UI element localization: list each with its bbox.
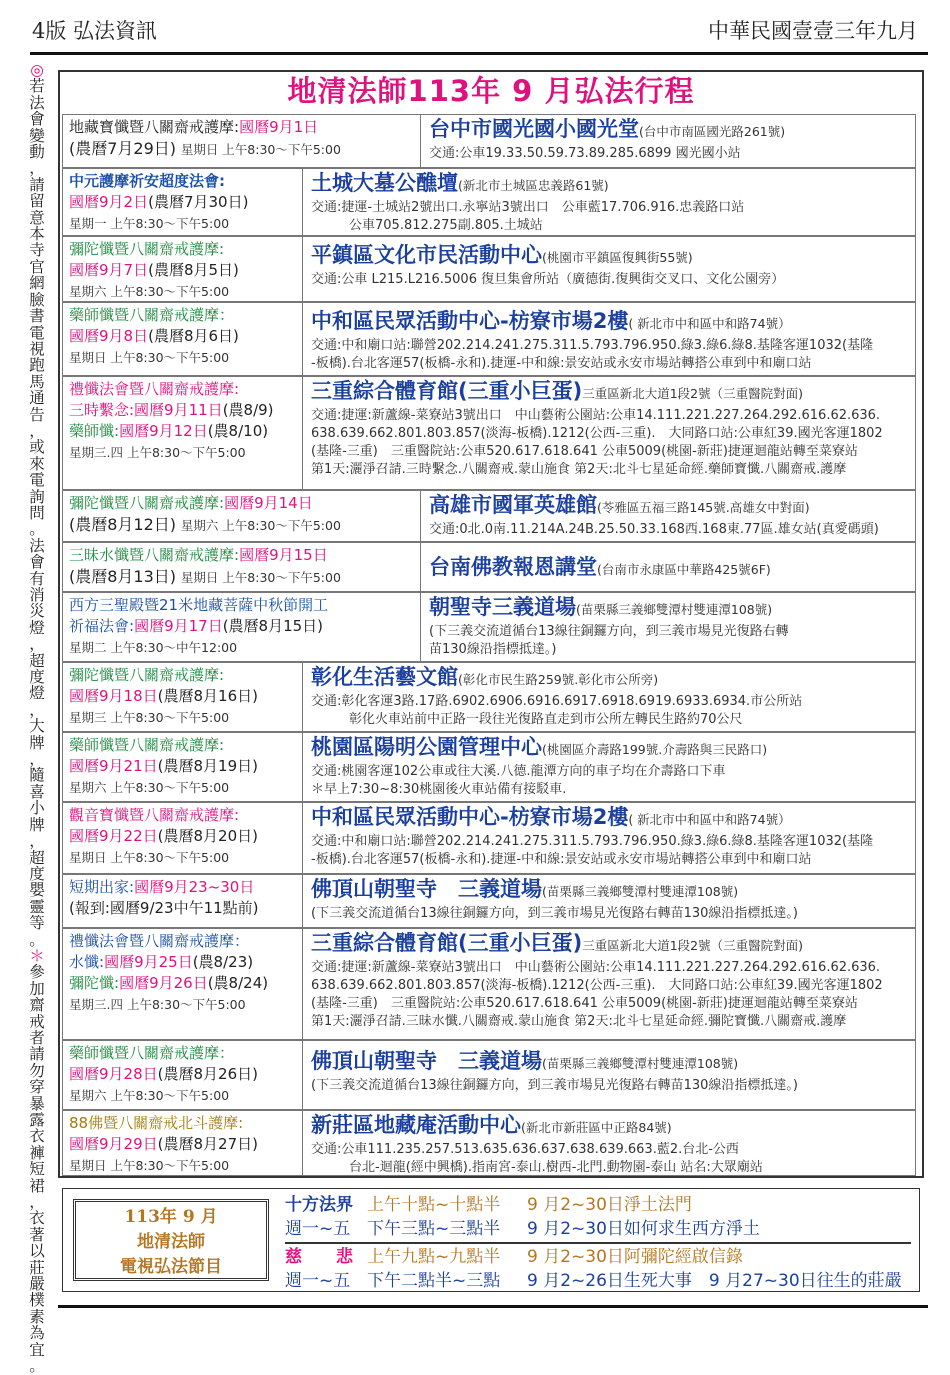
event-note: ＊早上7:30~8:30桃園後火車站備有接駁車. xyxy=(311,782,567,797)
event-lunar-date: (農曆8月16日) xyxy=(157,687,258,705)
event-lunar-date: (農8/23) xyxy=(192,953,254,971)
event-title: 88佛暨八關齋戒北斗護摩: xyxy=(69,1114,244,1132)
event-note: 第1天:灑淨召請.三時繫念.八關齋戒.蒙山施食 第2天:北斗七星延命經.藥師寶懺.八關齋戒.護摩 xyxy=(311,462,847,477)
tv-days: 週一~五 xyxy=(285,1219,351,1239)
event-row xyxy=(62,874,916,928)
event-lunar-date: (農曆8月6日) xyxy=(148,327,239,345)
event-place: 佛頂山朝聖寺 三義道場 xyxy=(311,1049,542,1073)
event-place: 高雄市國軍英雄館 xyxy=(429,493,597,517)
event-lunar-date: (農曆8月5日) xyxy=(148,261,239,279)
tv-row xyxy=(285,1217,911,1241)
event-time: 星期六 上午8:30～下午5:00 xyxy=(180,518,341,533)
event-address: 三重區新北大道1段2號（三重醫院對面) xyxy=(582,386,803,401)
tv-row xyxy=(285,1245,911,1269)
event-address: ( 新北市中和區中和路74號） xyxy=(628,812,791,827)
event-title: 禮懺法會暨八關齋戒護摩: xyxy=(69,380,240,398)
event-row xyxy=(62,168,916,236)
event-place: 三重綜合體育館(三重小巨蛋) xyxy=(311,931,583,955)
event-lunar-date: (農曆8月13日) xyxy=(69,567,177,586)
event-place: 中和區民眾活動中心-枋寮市場2樓 xyxy=(311,309,629,333)
event-title: 祈福法會: xyxy=(69,617,135,635)
event-transport: (下三義交流道循台13線往銅鑼方向，到三義市場見光復路右轉 xyxy=(429,624,789,639)
event-title: 彌陀懺暨八關齋戒護摩: xyxy=(69,666,225,684)
event-lunar-date: (農8/24) xyxy=(207,974,269,992)
event-place: 三重綜合體育館(三重小巨蛋) xyxy=(311,379,583,403)
event-lunar-date: (農曆8月19日) xyxy=(157,757,258,775)
event-time: 星期三.四 上午8:30～下午5:00 xyxy=(69,997,246,1012)
tv-row xyxy=(285,1269,911,1293)
header-divider xyxy=(30,52,928,55)
tv-topic: 9 月2~26日生死大事 9 月27~30日往生的莊嚴 xyxy=(527,1271,902,1291)
event-lunar-date: (農曆8月15日) xyxy=(222,617,324,635)
event-title: 藥師懺暨八關齋戒護摩： xyxy=(69,306,235,324)
event-date: 國曆9月29日 xyxy=(69,1135,158,1153)
event-date: 國曆9月15日 xyxy=(239,546,328,564)
event-row xyxy=(62,662,916,732)
tv-time: 下午二點半~三點 xyxy=(367,1271,501,1291)
event-title: 西方三聖殿暨21米地藏菩薩中秋節開工 xyxy=(69,596,329,614)
event-row xyxy=(62,236,916,302)
event-checkin: (報到:國曆9/23中午11點前) xyxy=(69,899,259,917)
event-title: 三昧水懺暨八關齋戒護摩: xyxy=(69,546,240,564)
event-address: (苗栗縣三義鄉雙潭村雙連潭108號) xyxy=(542,1056,739,1071)
event-time: 星期三.四 上午8:30～下午5:00 xyxy=(69,445,246,460)
event-transport: (下三義交流道循台13線往銅鑼方向，到三義市場見光復路右轉苗130線沿指標抵達。) xyxy=(311,1078,798,1093)
event-date: 國曆9月1日 xyxy=(239,118,319,136)
event-date: 國曆9月25日 xyxy=(104,953,193,971)
event-time: 星期一 上午8:30～下午5:00 xyxy=(69,216,230,231)
event-address: 三重區新北大道1段2號（三重醫院對面) xyxy=(582,938,803,953)
event-time: 星期六 上午8:30～下午5:00 xyxy=(69,284,230,299)
tv-row xyxy=(285,1193,911,1217)
event-sub-title: 彌陀懺: xyxy=(69,974,120,992)
tv-days: 週一~五 xyxy=(285,1271,351,1291)
event-lunar-date: (農曆7月29日) xyxy=(69,139,177,158)
event-row xyxy=(62,490,916,542)
event-address: (新北市新莊區中正路84號) xyxy=(521,1120,672,1135)
tv-time: 上午十點~十點半 xyxy=(367,1195,501,1215)
event-transport: 交通:捷運:新蘆線-菜寮站3號出口 中山藝術公園站:公車14.111.221.227.264.292.616.62.636. xyxy=(311,408,881,423)
event-address: (苗栗縣三義鄉雙潭村雙連潭108號) xyxy=(542,884,739,899)
event-transport: -板橋).台北客運57(板橋-永和).捷運-中和線:景安站或永安市場站轉搭公車到中和廟口站 xyxy=(311,852,812,867)
header-right: 中華民國壹壹三年九月 xyxy=(708,19,918,43)
event-transport: 638.639.662.801.803.857(淡海-板橋).1212(公西-三重). 大同路口站:公車紅39.國光客運1802 xyxy=(311,978,883,993)
event-address: (新北市土城區忠義路61號) xyxy=(458,178,609,193)
event-place: 土城大墓公醮壇 xyxy=(311,171,458,195)
event-date: 國曆9月2日 xyxy=(69,193,149,211)
event-date: 國曆9月23~30日 xyxy=(134,878,255,896)
page-header xyxy=(32,10,918,50)
event-title: 藥師懺暨八關齋戒護摩: xyxy=(69,736,225,754)
event-transport: 交通:中和廟口站:聯營202.214.241.275.311.5.793.796.950.綠3.綠6.綠8.基隆客運1032(基隆 xyxy=(311,834,874,849)
event-date: 國曆9月8日 xyxy=(69,327,149,345)
event-address: (苓雅區五福三路145號.高雄女中對面) xyxy=(597,500,810,515)
event-transport: 交通:桃園客運102公車或往大溪.八德.龍潭方向的車子均在介壽路口下車 xyxy=(311,764,726,779)
tv-box-line: 電視弘法節目 xyxy=(120,1257,222,1277)
event-lunar-date: (農曆8月26日) xyxy=(157,1065,258,1083)
tv-schedule xyxy=(62,1188,920,1292)
event-title: 地藏寶懺暨八關齋戒護摩: xyxy=(69,118,240,136)
event-transport: 交通:公車19.33.50.59.73.89.285.6899 國光國小站 xyxy=(429,146,741,161)
event-sub-title: 藥師懺: xyxy=(69,422,120,440)
event-row xyxy=(62,114,916,168)
event-transport: 公車705.812.275副.805.土城站 xyxy=(349,218,543,233)
event-note: 第1天:灑淨召請.三昧水懺.八關齋戒.蒙山施食 第2天:北斗七星延命經.彌陀寶懺.八關齋戒.護摩 xyxy=(311,1014,847,1029)
event-place: 台中市國光國小國光堂 xyxy=(429,117,639,141)
event-time: 星期六 上午8:30～下午5:00 xyxy=(69,1088,230,1103)
event-title: 短期出家: xyxy=(69,878,135,896)
tv-rows xyxy=(285,1193,911,1293)
event-transport: 交通:彰化客運3路.17路.6902.6906.6916.6917.6918.6919.6933.6934.市公所站 xyxy=(311,694,803,709)
tv-box-line: 113年 9 月 xyxy=(124,1207,218,1227)
tv-topic: 9 月2~30日如何求生西方淨土 xyxy=(527,1219,760,1239)
tv-topic: 9 月2~30日阿彌陀經啟信錄 xyxy=(527,1247,743,1267)
event-row xyxy=(62,376,916,490)
event-date: 國曆9月21日 xyxy=(69,757,158,775)
event-row xyxy=(62,592,916,662)
event-lunar-date: (農8/9) xyxy=(222,401,274,419)
event-time: 星期二 上午8:30～中午12:00 xyxy=(69,640,238,655)
event-date: 國曆9月17日 xyxy=(134,617,223,635)
event-address: (苗栗縣三義鄉雙潭村雙連潭108號) xyxy=(576,602,773,617)
event-place: 佛頂山朝聖寺 三義道場 xyxy=(311,877,542,901)
event-title: 藥師懺暨八關齋戒護摩： xyxy=(69,1044,235,1062)
event-row xyxy=(62,1110,916,1176)
event-time: 星期日 上午8:30～下午5:00 xyxy=(69,1158,230,1173)
event-date: 國曆9月26日 xyxy=(119,974,208,992)
event-row xyxy=(62,1040,916,1110)
tv-box-line: 地清法師 xyxy=(137,1232,205,1252)
tv-time: 下午三點~三點半 xyxy=(367,1219,501,1239)
tv-program-box xyxy=(73,1199,269,1281)
event-address: (台南市永康區中華路425號6F) xyxy=(597,562,771,577)
event-transport: 交通:公車 L215.L216.5006 復旦集會所站（廣德街.復興街交叉口、文化公園旁） xyxy=(311,272,785,287)
event-date: 國曆9月18日 xyxy=(69,687,158,705)
event-transport: 交通:中和廟口站:聯營202.214.241.275.311.5.793.796.950.綠3.綠6.綠8.基隆客運1032(基隆 xyxy=(311,338,874,353)
footer-divider xyxy=(58,1305,928,1308)
event-time: 星期日 上午8:30～下午5:00 xyxy=(69,350,230,365)
event-lunar-date: (農8/10) xyxy=(207,422,269,440)
tv-divider xyxy=(285,1242,911,1244)
event-transport: 苗130線沿指標抵達。) xyxy=(429,642,557,657)
event-transport: (下三義交流道循台13線往銅鑼方向，到三義市場見光復路右轉苗130線沿指標抵達。) xyxy=(311,906,798,921)
event-address: (桃園區介壽路199號.介壽路與三民路口) xyxy=(542,742,768,757)
event-row xyxy=(62,928,916,1040)
event-date: 三時繫念:國曆9月11日 xyxy=(69,401,223,419)
side-note: ◎ 若 法 會 變 動 ， 請 留 意 本 寺 官 網 臉 書 電 視 跑 馬 通 告 ， 或 來 電 詢 問 。 法 會 有 消 災 燈 ， 超 度 燈 ， 大 牌 ， 隨 喜 小 牌 ， 超 度 嬰 靈 等 。 ＊ 參 加 齋 戒 者 請 勿 穿 暴 露 衣 褲 短 裙 ， 衣 著 以 莊 嚴 樸 素 為 宜 。 xyxy=(29,61,45,1375)
tv-topic: 9 月2~30日淨土法門 xyxy=(527,1195,692,1215)
header-left: 4版 弘法資訊 xyxy=(32,19,158,43)
event-lunar-date: (農曆8月20日) xyxy=(157,827,258,845)
event-title: 禮懺法會暨八關齋戒護摩： xyxy=(69,932,250,950)
event-time: 星期日 上午8:30～下午5:00 xyxy=(180,142,341,157)
event-transport: 彰化火車站前中正路一段往光復路直走到市公所左轉民生路約70公尺 xyxy=(349,712,743,727)
event-transport: (基隆-三重) 三重醫院站:公車520.617.618.641 公車5009(桃園-新莊)捷運迴龍站轉至菜寮站 xyxy=(311,444,858,459)
event-title: 彌陀懺暨八關齋戒護摩: xyxy=(69,240,225,258)
event-transport: 交通:捷運-土城站2號出口.永寧站3號出口 公車藍17.706.916.忠義路口站 xyxy=(311,200,745,215)
event-row xyxy=(62,302,916,376)
event-transport: (基隆-三重) 三重醫院站:公車520.617.618.641 公車5009(桃園-新莊)捷運迴龍站轉至菜寮站 xyxy=(311,996,858,1011)
event-place: 彰化生活藝文館 xyxy=(311,665,458,689)
event-time: 星期日 上午8:30～下午5:00 xyxy=(69,850,230,865)
event-lunar-date: (農曆8月12日) xyxy=(69,515,177,534)
event-date: 國曆9月12日 xyxy=(119,422,208,440)
event-place: 中和區民眾活動中心-枋寮市場2樓 xyxy=(311,805,629,829)
event-place: 平鎮區文化市民活動中心 xyxy=(311,243,542,267)
event-title: 觀音寶懺暨八關齋戒護摩: xyxy=(69,806,240,824)
event-place: 桃園區陽明公園管理中心 xyxy=(311,735,542,759)
event-time: 星期日 上午8:30～下午5:00 xyxy=(180,570,341,585)
event-transport: 交通:0北.0南.11.214A.24B.25.50.33.168西.168東.77區.雄女站(真愛碼頭) xyxy=(429,522,879,537)
tv-time: 上午九點~九點半 xyxy=(367,1247,501,1267)
event-address: ( 新北市中和區中和路74號） xyxy=(628,316,791,331)
event-date: 國曆9月28日 xyxy=(69,1065,158,1083)
event-row xyxy=(62,802,916,874)
event-sub-title: 水懺: xyxy=(69,953,105,971)
event-title: 彌陀懺暨八關齋戒護摩: xyxy=(69,494,225,512)
tv-channel: 慈 悲 xyxy=(285,1247,353,1267)
event-address: (彰化市民生路259號.彰化市公所旁) xyxy=(458,672,659,687)
event-lunar-date: (農曆7月30日) xyxy=(148,193,249,211)
event-place: 台南佛教報恩講堂 xyxy=(429,555,597,579)
event-transport: -板橋).台北客運57(板橋-永和).捷運-中和線:景安站或永安市場站轉搭公車到中和廟口站 xyxy=(311,356,812,371)
event-place: 朝聖寺三義道場 xyxy=(429,595,576,619)
event-address: (台中市南區國光路261號) xyxy=(639,124,786,139)
event-place: 新莊區地藏庵活動中心 xyxy=(311,1113,521,1137)
event-lunar-date: (農曆8月27日) xyxy=(157,1135,258,1153)
event-date: 國曆9月22日 xyxy=(69,827,158,845)
event-transport: 交通:公車111.235.257.513.635.636.637.638.639.663.藍2.台北-公西 xyxy=(311,1142,739,1157)
event-date: 國曆9月7日 xyxy=(69,261,149,279)
event-time: 星期六 上午8:30～下午5:00 xyxy=(69,780,230,795)
event-transport: 台北-迴龍(經中興橋).指南宮-泰山.樹西-北門.動物園-泰山 站名:大眾廟站 xyxy=(349,1160,763,1175)
event-date: 國曆9月14日 xyxy=(224,494,313,512)
tv-channel: 十方法界 xyxy=(285,1195,353,1215)
event-row xyxy=(62,732,916,802)
event-address: (桃園市平鎮區復興街55號) xyxy=(542,250,693,265)
event-time: 星期三 上午8:30～下午5:00 xyxy=(69,710,230,725)
event-title: 中元護摩祈安超度法會: xyxy=(69,172,225,190)
event-transport: 638.639.662.801.803.857(淡海-板橋).1212(公西-三重). 大同路口站:公車紅39.國光客運1802 xyxy=(311,426,883,441)
event-row xyxy=(62,542,916,592)
page-title: 地清法師113年 9 月弘法行程 xyxy=(287,74,695,108)
event-transport: 交通:捷運:新蘆線-菜寮站3號出口 中山藝術公園站:公車14.111.221.227.264.292.616.62.636. xyxy=(311,960,881,975)
